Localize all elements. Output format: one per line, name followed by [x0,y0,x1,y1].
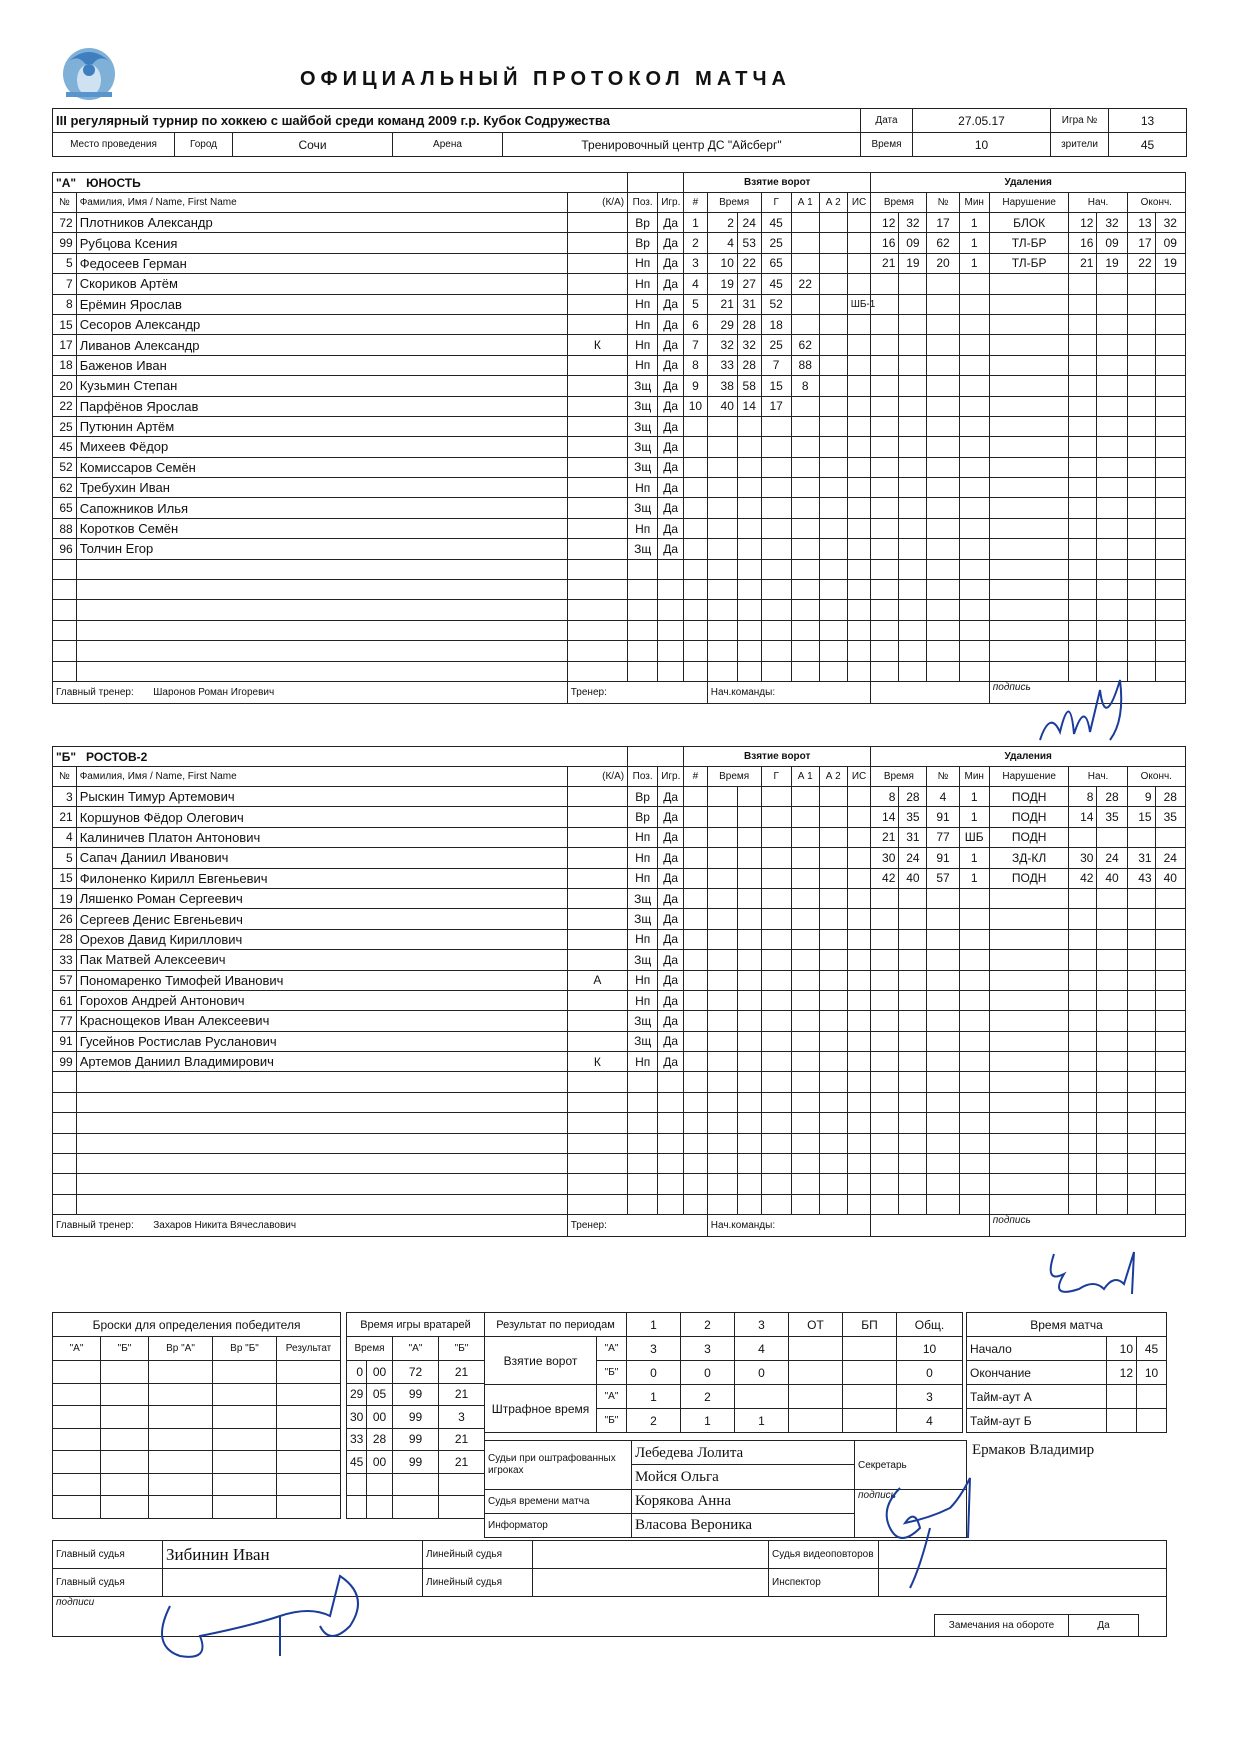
player-row: 7 Скориков Артём Нп Да 4 19 27 45 22 [53,274,1186,294]
team-a-table [52,172,1186,704]
shootout-col: Вр "Б" [213,1337,277,1361]
player-row [53,1072,1186,1092]
coach-label: Главный тренер: [56,1220,134,1232]
player-row: 4 Калиничев Платон Антонович Нп Да 21 31 77 ШБ ПОДН [53,827,1186,847]
player-row [53,1174,1186,1194]
goalie-time-table: Время игры вратарей Время "А" "Б" 0 00 72 21 29 05 99 21 30 00 99 3 33 28 99 21 45 00 99 21 [346,1312,485,1519]
player-row: 19 Ляшенко Роман Сергеевич Зщ Да [53,888,1186,908]
col-p_time: Время [871,193,927,213]
shootout-header: Броски для определения победителя [53,1313,341,1337]
venue-table [52,132,1187,157]
remarks-table [934,1614,1139,1637]
col-ka: (К/А) [567,193,627,213]
col-p_viol: Нарушение [989,193,1069,213]
col-g_g: Г [761,193,791,213]
player-row: 33 Пак Матвей Алексеевич Зщ Да [53,950,1186,970]
player-row: 26 Сергеев Денис Евгеньевич Зщ Да [53,909,1186,929]
team-b-signature [1034,1244,1144,1304]
player-row: 22 Парфёнов Ярослав Зщ Да 10 40 14 17 [53,396,1186,416]
team-b-table [52,746,1186,1237]
col-g_a2: А 2 [819,767,847,787]
col-p_min: Мин [959,193,989,213]
col-g_a2: А 2 [819,193,847,213]
video-ref-label: Судья видеоповторов [769,1541,879,1569]
player-row [53,1154,1186,1174]
col-p_end: Оконч. [1127,767,1185,787]
player-row: 72 Плотников Александр Вр Да 1 2 24 45 12 32 17 1 БЛОК 12 32 13 32 [53,213,1186,233]
city-value: Сочи [233,133,393,157]
goalie-row: 29 05 99 21 [347,1383,485,1406]
col-played: Игр. [658,193,684,213]
player-row: 96 Толчин Егор Зщ Да [53,539,1186,559]
match-time-header: Время матча [967,1313,1167,1337]
remarks-value: Да [1069,1615,1139,1637]
shootout-col: Результат [277,1337,341,1361]
team-letter: "Б" [56,749,77,764]
player-row [53,661,1186,681]
player-row: 8 Ерёмин Ярослав Нп Да 5 21 31 52 ШБ-1 [53,294,1186,314]
penbox-judge-1: Лебедева Лолита [632,1441,854,1465]
col-g_time: Время [707,767,761,787]
goals-header: Взятие ворот [684,173,871,193]
goalie-row: 0 00 72 21 [347,1361,485,1384]
penalties-header: Удаления [871,173,1186,193]
player-row [53,1113,1186,1133]
arena-value: Тренировочный центр ДС "Айсберг" [503,133,861,157]
col-p_min: Мин [959,767,989,787]
date-label: Дата [861,109,913,133]
informer-name: Власова Вероника [632,1514,855,1538]
coach-name: Захаров Никита Вячеславович [153,1220,297,1232]
main-ref-1: Зибинин Иван [163,1541,423,1569]
player-row: 61 Горохов Андрей Антонович Нп Да [53,990,1186,1010]
main-ref-label-1: Главный судья [53,1541,163,1569]
col-pos: Поз. [628,767,658,787]
sign-label: подпись [992,1215,1031,1227]
spectators-label: зрители [1051,133,1109,157]
secretary-signature [860,1468,1000,1598]
player-row: 15 Филоненко Кирилл Евгеньевич Нп Да 42 40 57 1 ПОДН 42 40 43 40 [53,868,1186,888]
player-row: 99 Рубцова Ксения Вр Да 2 4 53 25 16 09 62 1 ТЛ-БР 16 09 17 09 [53,233,1186,253]
city-label: Город [175,133,233,157]
col-g_a1: А 1 [791,193,819,213]
col-name: Фамилия, Имя / Name, First Name [76,193,567,213]
penalties-header: Удаления [871,747,1186,767]
player-row [53,580,1186,600]
goals-header: Взятие ворот [684,747,871,767]
line-ref-label-1: Линейный судья [423,1541,533,1569]
player-row: 28 Орехов Давид Кириллович Нп Да [53,929,1186,949]
team-name: РОСТОВ-2 [86,749,148,764]
match-header-table [52,108,1187,133]
player-row: 91 Гусейнов Ростислав Русланович Зщ Да [53,1031,1186,1051]
col-g_g: Г [761,767,791,787]
player-row: 3 Рыскин Тимур Артемович Вр Да 8 28 4 1 ПОДН 8 28 9 28 [53,787,1186,807]
sign-label: подпись [992,681,1031,693]
player-row: 62 Требухин Иван Нп Да [53,478,1186,498]
document-title: ОФИЦИАЛЬНЫЙ ПРОТОКОЛ МАТЧА [300,68,791,90]
captain-label: Нач.команды: [710,1220,776,1232]
col-ka: (К/А) [567,767,627,787]
col-p_time: Время [871,767,927,787]
team-title [53,747,628,767]
team-title [53,173,628,193]
line-ref-label-2: Линейный судья [423,1569,533,1597]
col-pos: Поз. [628,193,658,213]
shootout-col: Вр "А" [149,1337,213,1361]
spectators-value: 45 [1109,133,1187,157]
shootout-table [52,1312,341,1519]
col-p_num: № [927,767,959,787]
col-num: № [53,767,77,787]
player-row: 88 Коротков Семён Нп Да [53,518,1186,538]
player-row: 21 Коршунов Фёдор Олегович Вр Да 14 35 91 1 ПОДН 14 35 15 35 [53,807,1186,827]
federation-logo [58,40,120,104]
secretary-sign-label: подпись [858,1490,896,1501]
shootout-col: "Б" [101,1337,149,1361]
player-row [53,1092,1186,1112]
col-p_end: Оконч. [1127,193,1185,213]
player-row: 77 Краснощеков Иван Алексеевич Зщ Да [53,1011,1186,1031]
col-g_time: Время [707,193,761,213]
player-row [53,1194,1186,1214]
match-time-table: Время матча Начало 10 45 Окончание 12 10 Тайм-аут А Тайм-аут Б [966,1312,1167,1433]
player-row [53,600,1186,620]
goalie-row [347,1473,485,1496]
tournament-name: III регулярный турнир по хоккею с шайбой среди команд 2009 г.р. Кубок Содружества [53,109,861,133]
team-letter: "А" [56,175,77,190]
game-label: Игра № [1051,109,1109,133]
player-row [53,641,1186,661]
col-g_num: # [684,193,708,213]
player-row: 20 Кузьмин Степан Зщ Да 9 38 58 15 8 [53,376,1186,396]
player-row: 17 Ливанов Александр К Нп Да 7 32 32 25 62 [53,335,1186,355]
player-row [53,620,1186,640]
time-value: 10 [913,133,1051,157]
goalie-time-header: Время игры вратарей [347,1313,485,1337]
trainer-label: Тренер: [570,686,607,698]
date-value: 27.05.17 [913,109,1051,133]
referee-signature [130,1556,380,1666]
captain-label: Нач.команды: [710,686,776,698]
timekeeper-label: Судья времени матча [485,1490,632,1514]
referee-sign-label: подписи [56,1597,95,1608]
coach-name: Шаронов Роман Игоревич [153,686,275,698]
player-row [53,1133,1186,1153]
col-p_viol: Нарушение [989,767,1069,787]
game-number: 13 [1109,109,1187,133]
col-p_start: Нач. [1069,767,1127,787]
place-label: Место проведения [53,133,175,157]
goalie-row: 45 00 99 21 [347,1451,485,1474]
goalie-row: 33 28 99 21 [347,1428,485,1451]
player-row: 15 Сесоров Александр Нп Да 6 29 28 18 [53,314,1186,334]
player-row: 52 Комиссаров Семён Зщ Да [53,457,1186,477]
col-g_num: # [684,767,708,787]
remarks-label: Замечания на обороте [935,1615,1069,1637]
main-ref-label-2: Главный судья [53,1569,163,1597]
player-row: 18 Баженов Иван Нп Да 8 33 28 7 88 [53,355,1186,375]
team-a-signature [1030,670,1140,752]
col-g_a1: А 1 [791,767,819,787]
coach-label: Главный тренер: [56,686,134,698]
timekeeper-name: Корякова Анна [632,1490,855,1514]
player-row: 5 Сапач Даниил Иванович Нп Да 30 24 91 1 ЗД-КЛ 30 24 31 24 [53,848,1186,868]
time-label: Время [861,133,913,157]
period-results-table: Результат по периодам 1 2 3 ОТ БП Общ. Взятие ворот "А" 3 3 4 10 "Б" 0 0 0 0 Штрафное время "А" 1 2 3 "Б" 2 1 1 4 [484,1312,963,1433]
player-row [53,559,1186,579]
col-p_start: Нач. [1069,193,1127,213]
penbox-judge-2: Мойся Ольга [635,1469,719,1485]
col-p_num: № [927,193,959,213]
period-header: Результат по периодам [485,1313,627,1337]
penbox-label: Судьи при оштрафованных игроках [485,1441,632,1490]
player-row: 99 Артемов Даниил Владимирович К Нп Да [53,1052,1186,1072]
inspector-label: Инспектор [769,1569,879,1597]
player-row: 65 Сапожников Илья Зщ Да [53,498,1186,518]
col-num: № [53,193,77,213]
trainer-label: Тренер: [570,1220,607,1232]
secretary-label: Секретарь [855,1441,967,1490]
col-g_is: ИС [847,767,871,787]
goalie-row: 30 00 99 3 [347,1406,485,1429]
secretary-name: Ермаков Владимир [972,1442,1095,1458]
player-row: 57 Пономаренко Тимофей Иванович А Нп Да [53,970,1186,990]
col-g_is: ИС [847,193,871,213]
informer-label: Информатор [485,1514,632,1538]
player-row: 45 Михеев Фёдор Зщ Да [53,437,1186,457]
shootout-col: "А" [53,1337,101,1361]
team-name: ЮНОСТЬ [86,175,141,190]
goalie-row [347,1496,485,1519]
col-played: Игр. [658,767,684,787]
player-row: 25 Путюнин Артём Зщ Да [53,416,1186,436]
col-name: Фамилия, Имя / Name, First Name [76,767,567,787]
arena-label: Арена [393,133,503,157]
player-row: 5 Федосеев Герман Нп Да 3 10 22 65 21 19 20 1 ТЛ-БР 21 19 22 19 [53,253,1186,273]
